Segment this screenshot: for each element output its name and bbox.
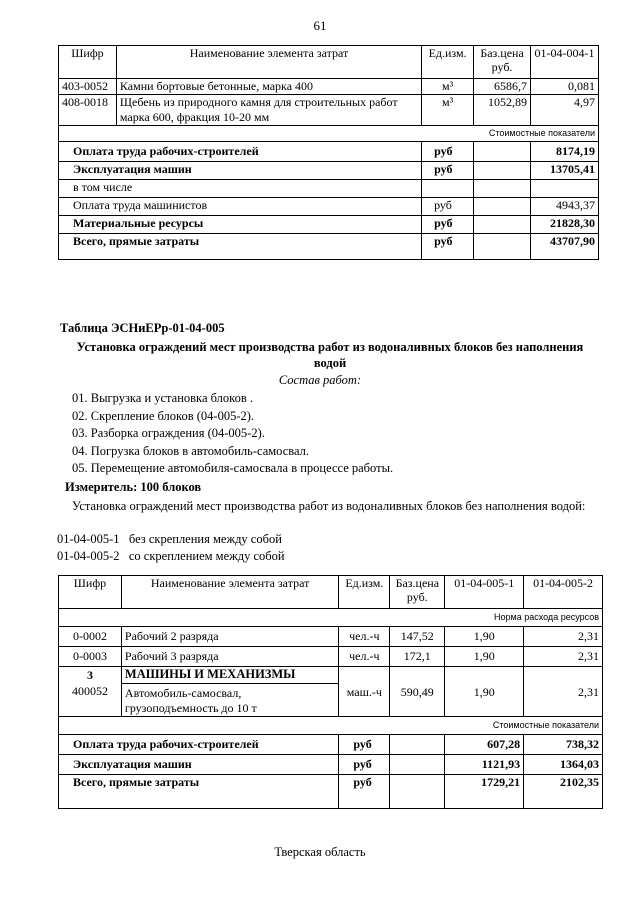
row-code: 0-0002: [59, 627, 122, 647]
resource-table-04-005: [58, 575, 603, 809]
section-label: Стоимостные показатели: [59, 126, 599, 142]
header-unit: Ед.изм.: [422, 46, 474, 79]
cost-row: [59, 180, 599, 198]
cost-name: Всего, прямые затраты: [59, 775, 339, 809]
machine-value-2: 2,31: [524, 667, 603, 717]
measure-description: Установка ограждений мест производства работ из водоналивных блоков без наполнения водой:: [72, 499, 586, 513]
machine-name: Автомобиль-самосвал, грузоподъемность до 10 т: [124, 686, 257, 715]
cost-name: Материальные ресурсы: [59, 216, 422, 234]
machine-code: 400052: [71, 684, 108, 698]
cost-name: в том числе: [59, 180, 422, 198]
row-unit: чел.-ч: [339, 647, 390, 667]
table-row: [59, 627, 603, 647]
cost-name: Всего, прямые затраты: [59, 234, 422, 260]
row-code: 0-0003: [59, 647, 122, 667]
header-price: Баз.цена руб.: [474, 46, 531, 79]
table-row: [59, 647, 603, 667]
row-value: 4,97: [531, 95, 599, 126]
resource-table-04-004: [58, 45, 599, 260]
cost-unit: руб: [422, 142, 474, 162]
cost-row: [59, 234, 599, 260]
header-unit: Ед.изм.: [339, 576, 390, 609]
cost-value: 43707,90: [531, 234, 599, 260]
work-item: 04. Погрузка блоков в автомобиль-самосвал.: [72, 444, 310, 458]
row-name: Рабочий 3 разряда: [121, 647, 338, 667]
variant-text: со скреплением между собой: [128, 549, 285, 563]
row-unit: чел.-ч: [339, 627, 390, 647]
work-item: 05. Перемещение автомобиля-самосвала в процессе работы.: [72, 461, 394, 475]
cost-value: 13705,41: [531, 162, 599, 180]
cost-value: 21828,30: [531, 216, 599, 234]
region-footer: Тверская область: [274, 845, 366, 859]
machine-block-names: [121, 667, 338, 717]
cost-row: [59, 216, 599, 234]
cost-value: 4943,37: [531, 198, 599, 216]
cost-row: [59, 198, 599, 216]
row-name: Щебень из природного камня для строительных работ марка 600, фракция 10-20 мм: [116, 95, 421, 126]
row-value-2: 2,31: [524, 627, 603, 647]
variant-item: [57, 549, 285, 564]
row-value-2: 2,31: [524, 647, 603, 667]
variant-code: 01-04-005-2: [57, 549, 120, 563]
row-code: 408-0018: [59, 95, 117, 126]
work-item: 02. Скрепление блоков (04-005-2).: [72, 409, 255, 423]
cost-name: Эксплуатация машин: [59, 755, 339, 775]
header-name: Наименование элемента затрат: [116, 46, 421, 79]
table-row: [59, 79, 599, 95]
cost-row: [59, 735, 603, 755]
machine-value-1: 1,90: [445, 667, 524, 717]
cost-row: [59, 775, 603, 809]
row-price: 6586,7: [474, 79, 531, 95]
cost-row: [59, 755, 603, 775]
cost-row: [59, 142, 599, 162]
cost-value-1: 607,28: [445, 735, 524, 755]
table-title: Установка ограждений мест производства работ из водоналивных блоков без наполнения водой: [76, 340, 584, 370]
machine-price: 590,49: [390, 667, 445, 717]
cost-unit: руб: [422, 198, 474, 216]
cost-value-1: 1121,93: [445, 755, 524, 775]
section-label: Стоимостные показатели: [59, 717, 603, 735]
cost-name: Оплата труда рабочих-строителей: [59, 735, 339, 755]
row-value-1: 1,90: [445, 647, 524, 667]
row-name: Рабочий 2 разряда: [121, 627, 338, 647]
group-code: 3: [86, 668, 93, 682]
cost-name: Оплата труда рабочих-строителей: [59, 142, 422, 162]
header-column-005-1: 01-04-005-1: [445, 576, 524, 609]
work-item: 03. Разборка ограждения (04-005-2).: [72, 426, 265, 440]
cost-value-2: 738,32: [524, 735, 603, 755]
row-unit: м³: [422, 95, 474, 126]
row-value-1: 1,90: [445, 627, 524, 647]
machine-unit: маш.-ч: [339, 667, 390, 717]
table-code: Таблица ЭСНиЕРр-01-04-005: [60, 321, 225, 335]
cost-unit: руб: [422, 216, 474, 234]
measure-unit: Измеритель: 100 блоков: [65, 480, 202, 494]
cost-value: 8174,19: [531, 142, 599, 162]
row-price: 172,1: [390, 647, 445, 667]
table-row: [59, 95, 599, 126]
header-code: Шифр: [59, 576, 122, 609]
page-number: 61: [313, 18, 327, 33]
header-column-005-2: 01-04-005-2: [524, 576, 603, 609]
work-composition-label: Состав работ:: [278, 373, 362, 387]
cost-name: Оплата труда машинистов: [59, 198, 422, 216]
cost-name: Эксплуатация машин: [59, 162, 422, 180]
header-column-004-1: 01-04-004-1: [531, 46, 599, 79]
cost-unit: руб: [339, 755, 390, 775]
table-row: [59, 667, 603, 717]
cost-unit: руб: [339, 775, 390, 809]
group-name: МАШИНЫ И МЕХАНИЗМЫ: [122, 667, 338, 684]
variant-text: без скрепления между собой: [128, 532, 282, 546]
header-price: Баз.цена руб.: [390, 576, 445, 609]
cost-unit: руб: [422, 162, 474, 180]
cost-row: [59, 162, 599, 180]
cost-unit: руб: [422, 234, 474, 260]
cost-value-1: 1729,21: [445, 775, 524, 809]
row-code: 403-0052: [59, 79, 117, 95]
cost-unit: руб: [339, 735, 390, 755]
section-label: Норма расхода ресурсов: [59, 609, 603, 627]
header-name: Наименование элемента затрат: [121, 576, 338, 609]
cost-value-2: 2102,35: [524, 775, 603, 809]
variant-item: [57, 532, 282, 547]
cost-value-2: 1364,03: [524, 755, 603, 775]
header-code: Шифр: [59, 46, 117, 79]
variant-code: 01-04-005-1: [57, 532, 120, 546]
row-value: 0,081: [531, 79, 599, 95]
row-price: 147,52: [390, 627, 445, 647]
row-unit: м³: [422, 79, 474, 95]
work-item: 01. Выгрузка и установка блоков .: [72, 391, 253, 405]
row-name: Камни бортовые бетонные, марка 400: [116, 79, 421, 95]
machine-block-codes: [59, 667, 122, 717]
row-price: 1052,89: [474, 95, 531, 126]
